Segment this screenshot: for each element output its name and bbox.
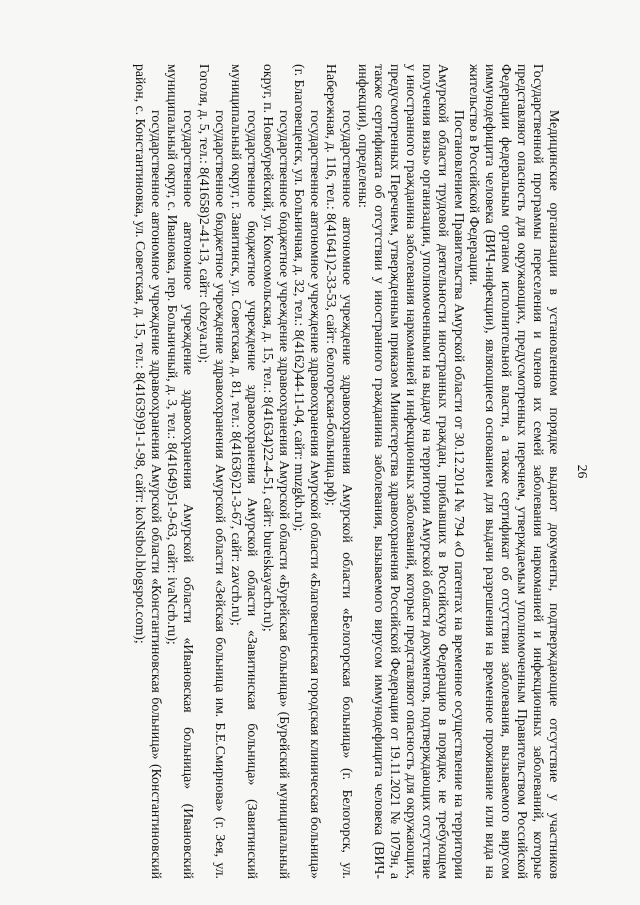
page-number: 26 <box>575 464 590 479</box>
rotated-text-block <box>70 64 590 879</box>
list-item-ivanovka: государственное автономное учреждение здравоохранения Амурской области «Ивановская больница» (Ивановский муниципальный округ, с. Ивановка, пер. Больничный, д. 3, тел.: 8(41649)51-9-63, сайт: ivaNcrb.ru); <box>165 64 197 879</box>
list-item-konstantinovka: государственное автономное учреждение здравоохранения Амурской области «Константиновская больница» (Константиновский район, с. Константиновка, ул. Советская, д. 15, тел.: 8(41639)91-1-98, сайт: koNstbol.blogspot.com); <box>133 64 165 879</box>
paragraph-decree: Постановлением Правительства Амурской области от 30.12.2014 № 794 «О патентах на временное осуществление на территории Амурской области трудовой деятельности иностранных граждан, прибывших в Российскую Федерацию в порядке, не требующем получения визы» организации, уполномоченными на выдачу на территории Амурской области документов, подтверждающих отсутствие у иностранного гражданина заболевания наркоманией и инфекционных заболеваний, которые представляют опасность для окружающих, предусмотренных Перечнем, утвержденным приказом Министерства здравоохранения Российской Федерации от 19.11.2021 № 1079н, а также сертификата об отсутствии у иностранного гражданина заболевания, вызываемого вирусом иммунодефицита человека (ВИЧ-инфекции), определены: <box>356 64 467 879</box>
body-text <box>133 64 562 879</box>
list-item-bureya: государственное бюджетное учреждение здравоохранения Амурской области «Бурейская больница» (Бурейский муниципальный округ, п. Новобурейский, ул. Комсомольская, д. 15, тел.: 8(41634)22-4-51, сайт: bureiskayacrb.ru); <box>260 64 292 879</box>
list-item-zeya: государственное бюджетное учреждение здравоохранения Амурской области «Зейская больница им. Б.Е.Смирнова» (г. Зея, ул. Гоголя, д. 5, тел.: 8(41658)2-41-13, сайт: cbzeya.ru); <box>197 64 228 879</box>
list-item-belogorsk: государственное автономное учреждение здравоохранения Амурской области «Белогорская больница» (г. Белогорск, ул. Набережная, д. 116, тел.: 8(41641)2-33-53, сайт: белогорская-больница.рф); <box>324 64 356 879</box>
list-item-blagoveshchensk: государственное автономное учреждение здравоохранения Амурской области «Благовещенская городская клиническая больница» (г. Благовещенск, ул. Больничная, д. 32, тел.: 8(4162)44-11-04, сайт: muzgkb.ru); <box>292 64 324 879</box>
list-item-zavitinsk: государственное бюджетное учреждение здравоохранения Амурской области «Завитинская больница» (Завитинский муниципальный округ, г. Завитинск, ул. Советская, д. 81, тел.: 8(41636)21-3-67, сайт: zavcrb.ru); <box>228 64 260 879</box>
paragraph-intro: Медицинские организации в установленном порядке выдают документы, подтверждающие отсутствие у участников Государственной программы переселения и членов их семей заболевания наркоманией и инфекционных заболеваний, которые представляют опасность для окружающих, предусмотренных перечнем, утверждаемым уполномоченным Правительством Российской Федерации федеральным органом исполнительной власти, а также сертификат об отсутствии заболевания, вызываемого вирусом иммунодефицита человека (ВИЧ-инфекции), являющиеся основанием для выдачи разрешения на временное проживание или вида на жительство в Российской Федерации. <box>467 64 562 879</box>
